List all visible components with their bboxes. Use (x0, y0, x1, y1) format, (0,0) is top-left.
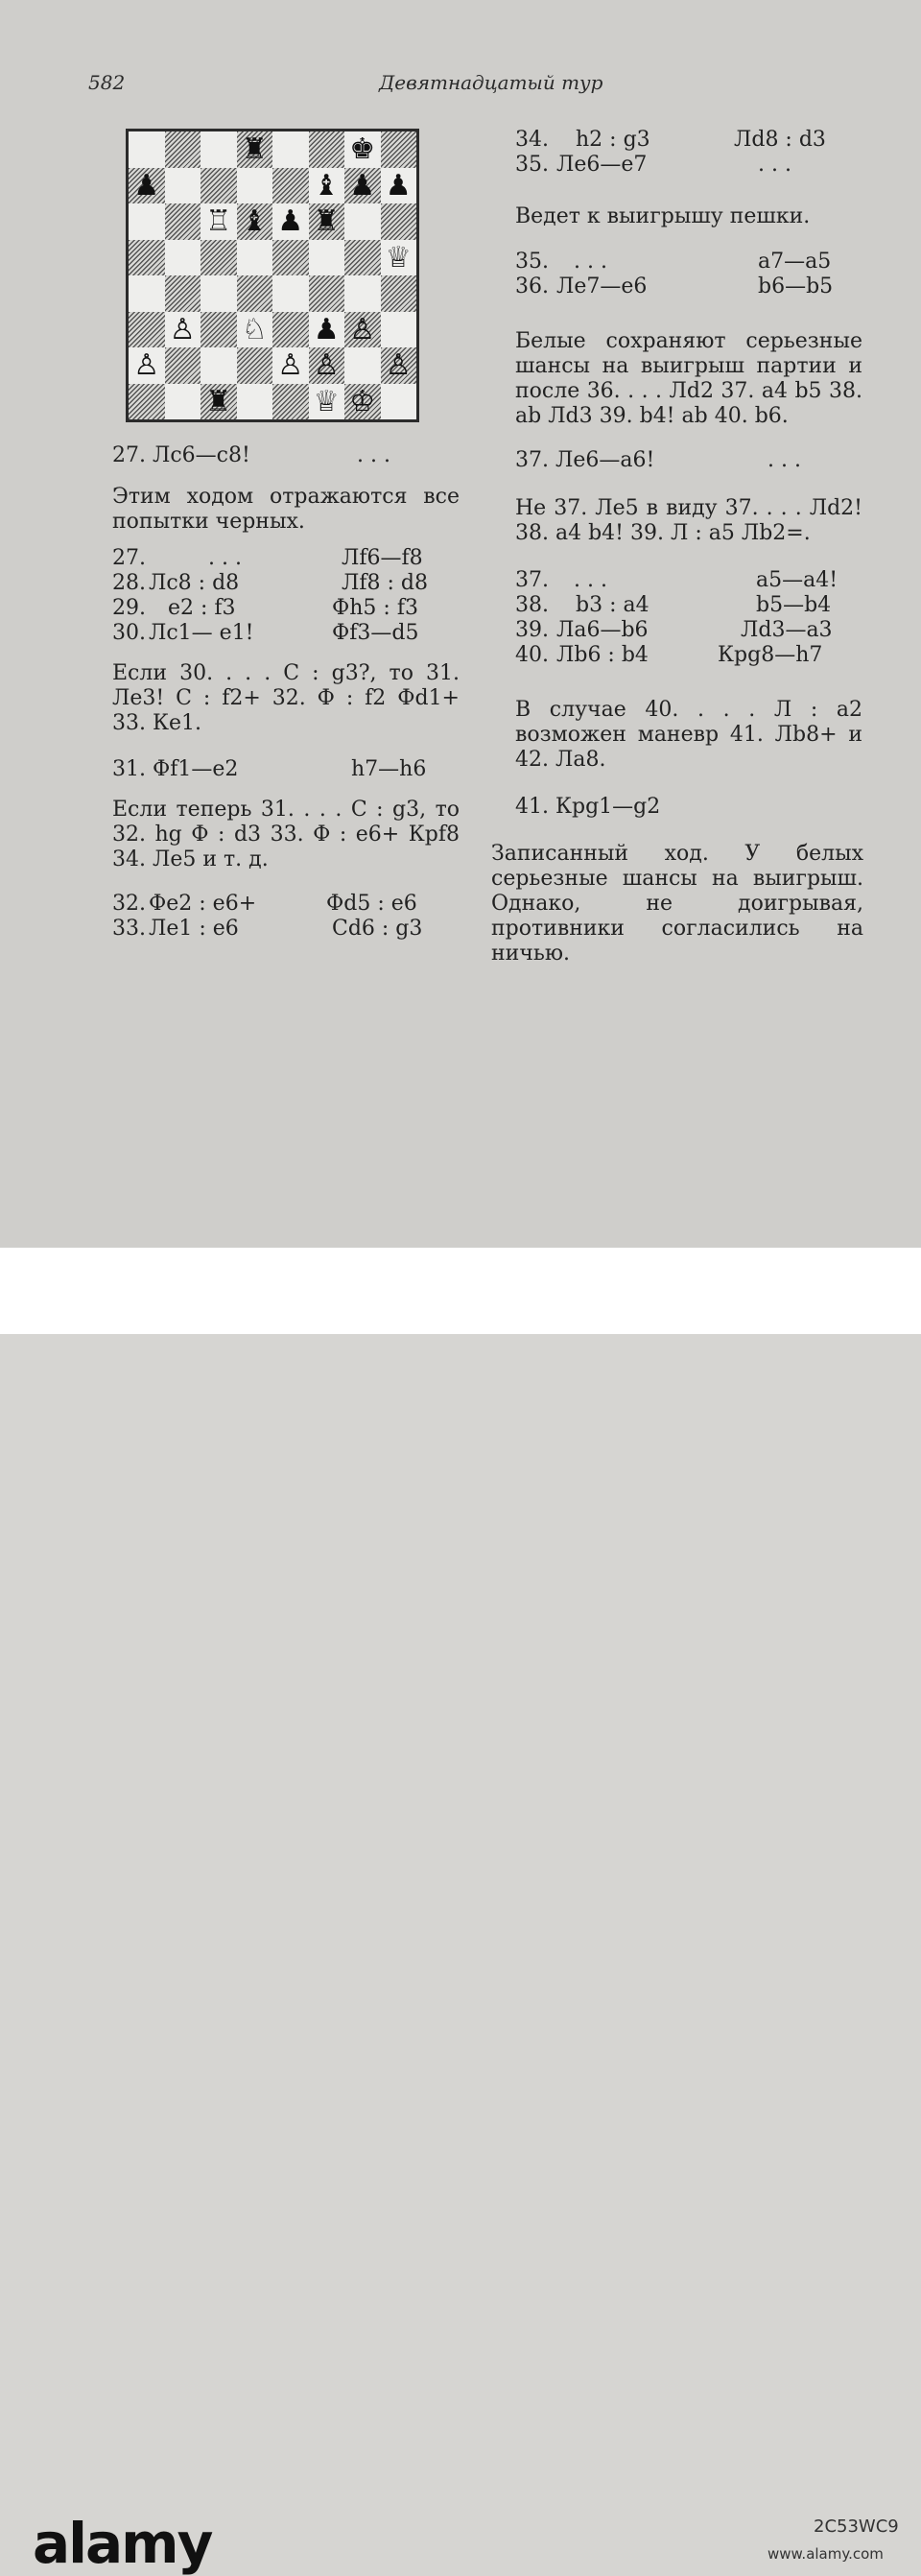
board-square-b4 (165, 275, 201, 312)
chess-piece-d6: ♝ (241, 204, 268, 238)
move-white: Ла6—b6 (556, 618, 649, 642)
chess-piece-b3: ♙ (169, 312, 196, 346)
board-square-g6 (344, 203, 381, 240)
board-square-h3 (381, 312, 417, 348)
move-37-black: . . . (768, 448, 801, 472)
board-square-c7 (201, 168, 237, 204)
move-black: b6—b5 (758, 274, 834, 298)
move-number: 34. (515, 128, 549, 152)
board-square-e1 (272, 384, 309, 420)
move-27: 27. Лс6—с8! (112, 443, 250, 467)
move-white: Лс8 : d8 (149, 571, 240, 595)
site-url: www.alamy.com (768, 2545, 884, 2563)
note-6: Не 37. Ле5 в виду 37. . . . Лd2! 38. a4 b4! 39. Л : а5 Лb2=. (515, 496, 862, 545)
chess-piece-f3: ♟ (313, 312, 340, 346)
move-black: Фd5 : е6 (326, 892, 417, 916)
board-square-f4 (309, 275, 345, 312)
board-square-c2 (201, 347, 237, 384)
note-7: В случае 40. . . . Л : а2 возможен маневр 41. Лb8+ и 42. Ла8. (515, 698, 862, 772)
chess-piece-f1: ♕ (313, 384, 340, 418)
chess-piece-g8: ♚ (349, 132, 376, 166)
move-white: e2 : f3 (168, 596, 236, 620)
move-number: 40. (515, 643, 549, 667)
chess-piece-h5: ♕ (385, 240, 412, 274)
move-black: Фh5 : f3 (332, 596, 418, 620)
board-square-d4 (237, 275, 273, 312)
board-square-e3 (272, 312, 309, 348)
note-1: Этим ходом отражаются все попытки черных. (112, 485, 460, 534)
move-number: 39. (515, 618, 549, 642)
chess-piece-g3: ♙ (349, 312, 376, 346)
move-black: Cd6 : g3 (332, 917, 423, 941)
board-square-b2 (165, 347, 201, 384)
chess-piece-h7: ♟ (385, 168, 412, 203)
move-number: 27. (112, 546, 146, 570)
move-white: Ле6—е7 (556, 153, 648, 177)
board-square-h6 (381, 203, 417, 240)
move-black: b5—b4 (756, 593, 832, 617)
note-2: Если 30. . . . С : g3?, то 31. Ле3! С : f2+ 32. Ф : f2 Фd1+ 33. Ке1. (112, 661, 460, 735)
chess-piece-a7: ♟ (133, 168, 160, 203)
board-square-g2 (344, 347, 381, 384)
move-white: h2 : g3 (576, 128, 650, 152)
move-number: 35. (515, 153, 549, 177)
move-37: 37. Ле6—а6! (515, 448, 655, 472)
chess-diagram (126, 129, 419, 422)
move-white: Лс1— e1! (149, 621, 254, 645)
board-square-a6 (129, 203, 165, 240)
move-black: a5—a4! (756, 568, 838, 592)
move-number: 30. (112, 621, 146, 645)
board-square-c4 (201, 275, 237, 312)
board-square-f5 (309, 240, 345, 276)
board-square-a1 (129, 384, 165, 420)
board-square-a8 (129, 131, 165, 168)
chess-piece-f2: ♙ (313, 348, 340, 382)
image-id: 2C53WC9 (814, 2516, 899, 2537)
board-square-b8 (165, 131, 201, 168)
board-square-c8 (201, 131, 237, 168)
move-black: Лf6—f8 (342, 546, 423, 570)
move-white: . . . (574, 568, 607, 592)
move-black: a7—a5 (758, 250, 832, 274)
board-square-d5 (237, 240, 273, 276)
note-5: Белые сохраняют серьезные шансы на выигрыш партии и после 36. . . . Лd2 37. a4 b5 38. ab Лd3 39. b4! ab 40. b6. (515, 329, 862, 428)
board-square-a3 (129, 312, 165, 348)
move-number: 33. (112, 917, 146, 941)
move-white: Ле7—е6 (556, 274, 648, 298)
note-3: Если теперь 31. . . . С : g3, то 32. hg Ф : d3 33. Ф : е6+ Крf8 34. Ле5 и т. д. (112, 798, 460, 871)
board-square-d2 (237, 347, 273, 384)
move-number: 35. (515, 250, 549, 274)
footer-bar (0, 1248, 921, 2576)
board-square-e4 (272, 275, 309, 312)
board-square-d7 (237, 168, 273, 204)
chess-piece-c1: ♜ (205, 384, 232, 418)
board-square-e8 (272, 131, 309, 168)
move-white: Лb6 : b4 (556, 643, 649, 667)
move-number: 32. (112, 892, 146, 916)
move-31: 31. Фf1—e2 (112, 757, 239, 781)
move-white: Ле1 : е6 (149, 917, 239, 941)
book-page (0, 0, 921, 1248)
move-white: . . . (208, 546, 242, 570)
move-27-black: . . . (357, 443, 390, 467)
move-number: 28. (112, 571, 146, 595)
board-square-b7 (165, 168, 201, 204)
board-square-e5 (272, 240, 309, 276)
move-white: Фе2 : е6+ (149, 892, 257, 916)
move-number: 37. (515, 568, 549, 592)
move-white: . . . (574, 250, 607, 274)
move-black: Фf3—d5 (332, 621, 419, 645)
board-square-g5 (344, 240, 381, 276)
chess-piece-e2: ♙ (277, 348, 304, 382)
chess-piece-g1: ♔ (349, 384, 376, 418)
chess-piece-f7: ♝ (313, 168, 340, 203)
move-31-black: h7—h6 (351, 757, 427, 781)
board-square-g4 (344, 275, 381, 312)
move-number: 36. (515, 274, 549, 298)
move-number: 38. (515, 593, 549, 617)
note-8: Записанный ход. У белых серьезные шансы на выигрыш. Однако, не доигрывая, противники согласились на ничью. (491, 842, 863, 966)
board-square-f8 (309, 131, 345, 168)
note-4: Ведет к выигрышу пешки. (515, 204, 811, 228)
move-white: b3 : a4 (576, 593, 649, 617)
board-square-b5 (165, 240, 201, 276)
board-square-a4 (129, 275, 165, 312)
chess-piece-e6: ♟ (277, 204, 304, 238)
chess-piece-c6: ♖ (205, 204, 232, 238)
board-square-d1 (237, 384, 273, 420)
chapter-title: Девятнадцатый тур (379, 71, 603, 94)
move-black: Лf8 : d8 (342, 571, 428, 595)
board-square-c3 (201, 312, 237, 348)
chess-piece-d8: ♜ (241, 132, 268, 166)
board-square-h8 (381, 131, 417, 168)
move-black: . . . (758, 153, 791, 177)
move-black: Лd3—a3 (741, 618, 833, 642)
page-number: 582 (88, 71, 126, 94)
board-square-b1 (165, 384, 201, 420)
chess-piece-g7: ♟ (349, 168, 376, 203)
move-black: Лd8 : d3 (734, 128, 826, 152)
board-square-h1 (381, 384, 417, 420)
board-square-e7 (272, 168, 309, 204)
chess-piece-h2: ♙ (385, 348, 412, 382)
move-number: 29. (112, 596, 146, 620)
move-black: Крg8—h7 (718, 643, 823, 667)
board-square-b6 (165, 203, 201, 240)
chess-piece-d3: ♘ (241, 312, 268, 346)
board-square-h4 (381, 275, 417, 312)
brand-logo: alamy (33, 2511, 212, 2576)
chess-piece-f6: ♜ (313, 204, 340, 238)
move-41: 41. Крg1—g2 (515, 795, 661, 819)
board-square-a5 (129, 240, 165, 276)
board-square-c5 (201, 240, 237, 276)
chess-piece-a2: ♙ (133, 348, 160, 382)
